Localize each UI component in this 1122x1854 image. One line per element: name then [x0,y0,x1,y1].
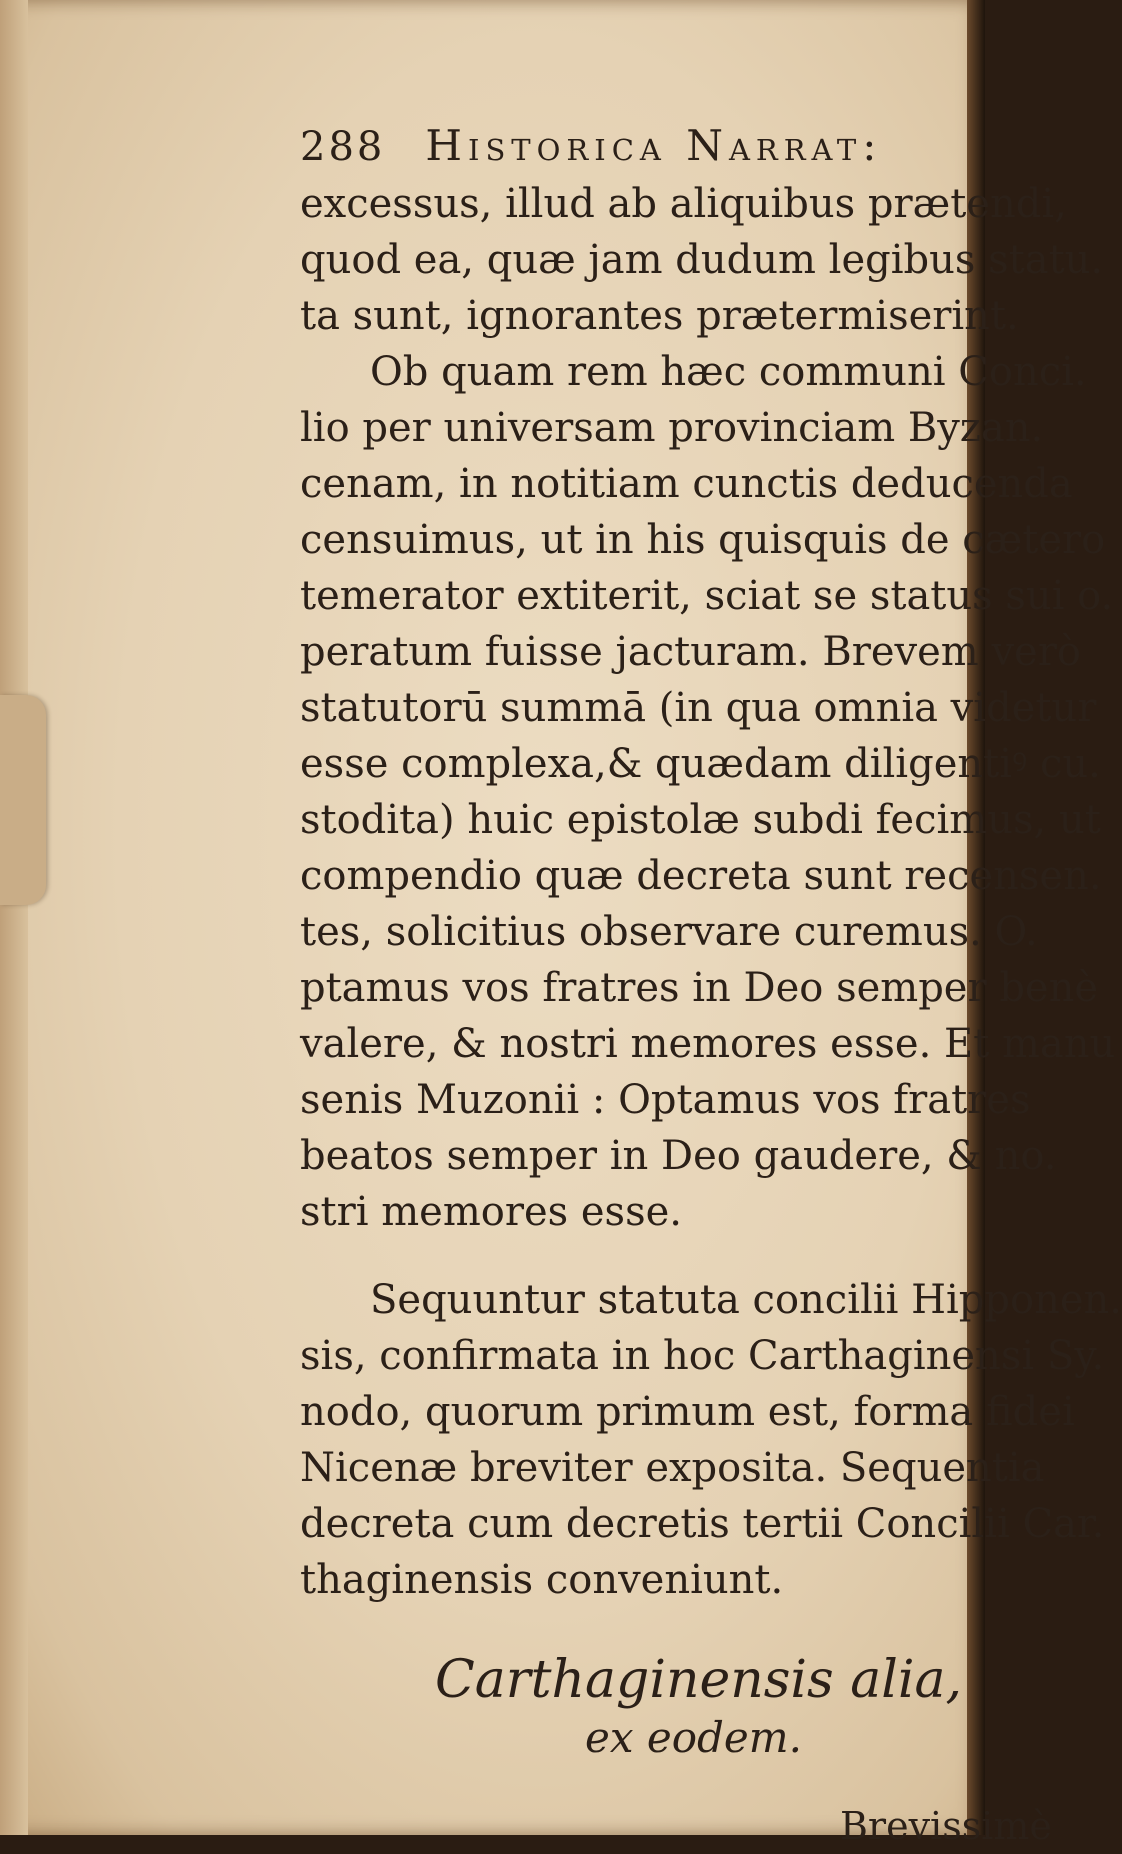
text-line: sis, confirmata in hoc Carthaginensi Sy. [300,1333,1105,1379]
section-heading: Carthaginensis alia, [435,1650,963,1710]
page-gutter [0,0,28,1835]
text-line: ta sunt, ignorantes prætermiserint. [300,293,1019,339]
text-line: thaginensis conveniunt. [300,1557,784,1603]
paragraph-gap [300,1240,990,1272]
text-line: valere, & nostri memores esse. Et manu [300,1021,1116,1067]
text-line: cenam, in notitiam cunctis deducenda [300,461,1073,507]
text-line: Ob quam rem hæc communi Conci. [370,349,1087,395]
section-subheading: ex eodem. [585,1713,802,1762]
text-line: Sequuntur statuta concilii Hipponen. [370,1277,1122,1323]
text-line: stri memores esse. [300,1189,682,1235]
text-line: beatos semper in Deo gaudere, & no. [300,1133,1057,1179]
text-line: censuimus, ut in his quisquis de cætero [300,517,1106,563]
paragraph-statutes [300,1272,1122,1608]
text-line: temerator extiterit, sciat se status sui o. [300,573,1114,619]
text-line: excessus, illud ab aliquibus prætendi, [300,181,1067,227]
text-line: Nicenæ breviter exposita. Sequentia [300,1445,1045,1491]
text-line: esse complexa,& quædam diligentiꝰ cu. [300,741,1101,787]
text-line: statutorū summā (in qua omnia videtur [300,685,1097,731]
text-line: stodita) huic epistolæ subdi fecimus, ut [300,797,1101,843]
catchword: Brevissimè [840,1804,1052,1848]
page-number: 288 [300,124,386,170]
text-line: quod ea, quæ jam dudum legibus statu. [300,237,1104,283]
text-line: peratum fuisse jacturam. Brevem verò [300,629,1081,675]
text-line: senis Muzonii : Optamus vos fratres [300,1077,1031,1123]
running-head: Historica Narrat: [425,121,883,170]
text-block [300,118,1122,1854]
text-line: tes, solicitius observare curemus. O. [300,909,1038,955]
page-header [300,118,990,168]
paragraph-letter [300,176,1116,1240]
text-line: lio per universam provinciam Byzan. [300,405,1044,451]
text-line: decreta cum decretis tertii Concilii Car. [300,1501,1105,1547]
text-line: nodo, quorum primum est, forma fidei [300,1389,1075,1435]
book-clasp-tab [0,695,46,905]
text-line: compendio quæ decreta sunt recensen. [300,853,1102,899]
text-line: ptamus vos fratres in Deo semper benè [300,965,1099,1011]
